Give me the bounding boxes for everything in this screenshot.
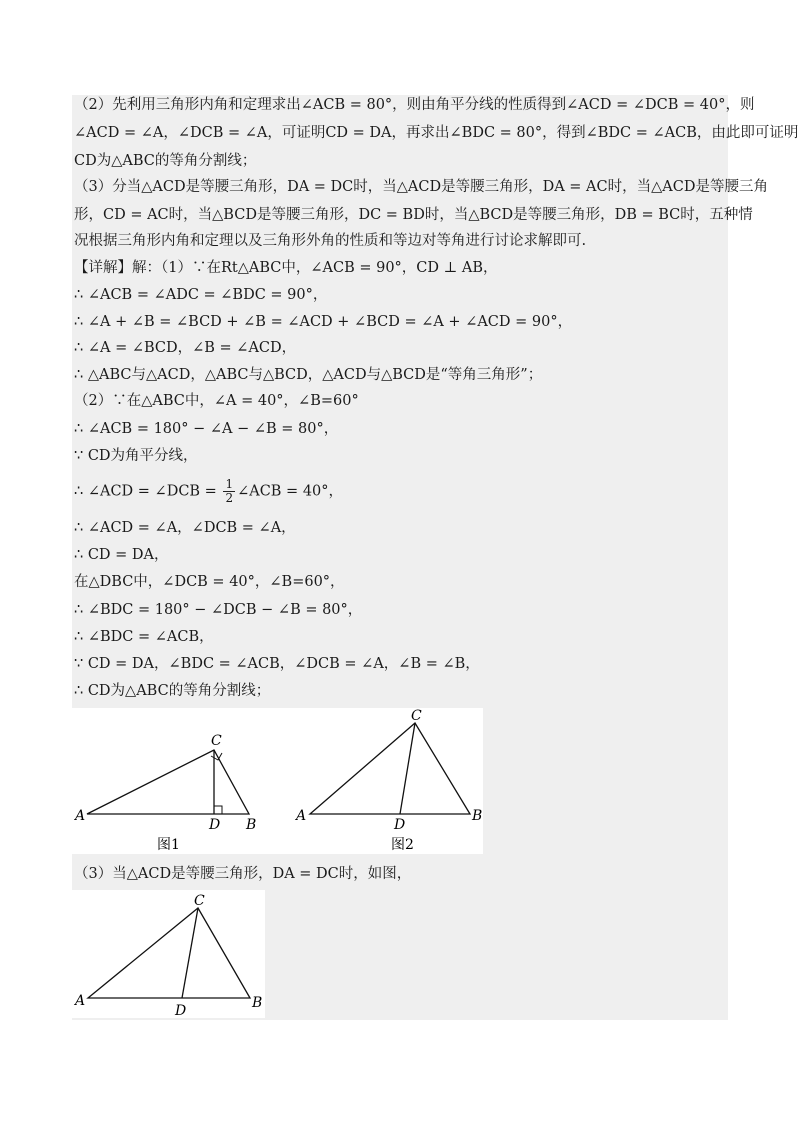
- text-line: ∴ ∠ACB = ∠ADC = ∠BDC = 90°，: [74, 287, 328, 303]
- fraction-denominator: 2: [225, 491, 234, 505]
- text-line: ∴ ∠ACD = ∠A，∠DCB = ∠A，: [74, 520, 296, 536]
- text-line: ∴ ∠BDC = ∠ACB，: [74, 629, 214, 645]
- text-line: 在△DBC中，∠DCB = 40°，∠B=60°，: [74, 574, 345, 590]
- formula-suffix: ∠ACB = 40°，: [237, 483, 344, 500]
- label-a: A: [75, 808, 86, 824]
- label-d: D: [175, 1003, 187, 1018]
- label-a: A: [75, 993, 86, 1009]
- text-line: ∵ CD为角平分线，: [74, 448, 198, 464]
- figure-diagrams: [72, 708, 483, 854]
- right-angle-mark: [214, 806, 222, 814]
- label-d: D: [209, 817, 221, 833]
- label-c: C: [211, 733, 222, 749]
- figure-2: [294, 708, 482, 853]
- text-line: （3）分当△ACD是等腰三角形，DA = DC时，当△ACD是等腰三角形，DA = AC时，当△ACD是等腰三角: [74, 179, 768, 195]
- label-d: D: [394, 817, 406, 833]
- figures-1-2: [72, 708, 483, 854]
- figure-1: [73, 733, 256, 853]
- text-line: ∴ ∠ACB = 180° − ∠A − ∠B = 80°，: [74, 421, 339, 437]
- text-line: ∴ CD为△ABC的等角分割线；: [74, 683, 271, 699]
- text-line: ∠ACD = ∠A，∠DCB = ∠A，可证明CD = DA，再求出∠BDC = 80°，得到∠BDC = ∠ACB，由此即可证明: [74, 125, 799, 141]
- triangle-abc: [310, 723, 470, 814]
- caption-figure-2: 图2: [391, 837, 414, 853]
- text-line: ∵ CD = DA，∠BDC = ∠ACB，∠DCB = ∠A，∠B = ∠B，: [74, 656, 480, 672]
- label-b: B: [246, 817, 257, 833]
- formula-prefix: ∴ ∠ACD = ∠DCB =: [74, 483, 222, 500]
- triangle-abc: [88, 908, 250, 998]
- label-b: B: [252, 995, 263, 1011]
- text-line: （3）当△ACD是等腰三角形，DA = DC时，如图，: [74, 866, 412, 882]
- label-c: C: [194, 893, 205, 909]
- text-line: ∴ ∠BDC = 180° − ∠DCB − ∠B = 80°，: [74, 602, 363, 618]
- caption-figure-1: 图1: [157, 837, 180, 853]
- text-line: ∴ ∠A = ∠BCD，∠B = ∠ACD，: [74, 340, 297, 356]
- bisector-cd: [400, 723, 415, 814]
- text-line: ∴ CD = DA，: [74, 547, 169, 563]
- text-line: ∴ △ABC与△ACD，△ABC与△BCD，△ACD与△BCD是“等角三角形”；: [74, 367, 543, 383]
- segment-cd: [182, 908, 198, 998]
- text-line: ∴ ∠A + ∠B = ∠BCD + ∠B = ∠ACD + ∠BCD = ∠A + ∠ACD = 90°，: [74, 314, 573, 330]
- text-line: （2）∵在△ABC中，∠A = 40°，∠B=60°: [74, 393, 359, 409]
- figure-3: [72, 890, 265, 1018]
- label-c: C: [411, 708, 422, 724]
- text-line: 【详解】解：（1）∵在Rt△ABC中，∠ACB = 90°，CD ⊥ AB，: [74, 260, 498, 276]
- triangle-abc: [87, 750, 249, 814]
- fraction: [223, 478, 235, 505]
- fraction-formula-line: [74, 478, 343, 505]
- text-line: 形，CD = AC时，当△BCD是等腰三角形，DC = BD时，当△BCD是等腰三角形，DB = BC时，五种情: [74, 207, 753, 223]
- label-b: B: [472, 808, 483, 824]
- text-line: CD为△ABC的等角分割线；: [74, 153, 257, 169]
- figure-3-box: [72, 890, 265, 1018]
- fraction-numerator: 1: [225, 477, 234, 491]
- text-line: 况根据三角形内角和定理以及三角形外角的性质和等边对等角进行讨论求解即可.: [74, 233, 587, 249]
- text-line: （2）先利用三角形内角和定理求出∠ACB = 80°，则由角平分线的性质得到∠ACD = ∠DCB = 40°，则: [74, 97, 755, 113]
- label-a: A: [296, 808, 307, 824]
